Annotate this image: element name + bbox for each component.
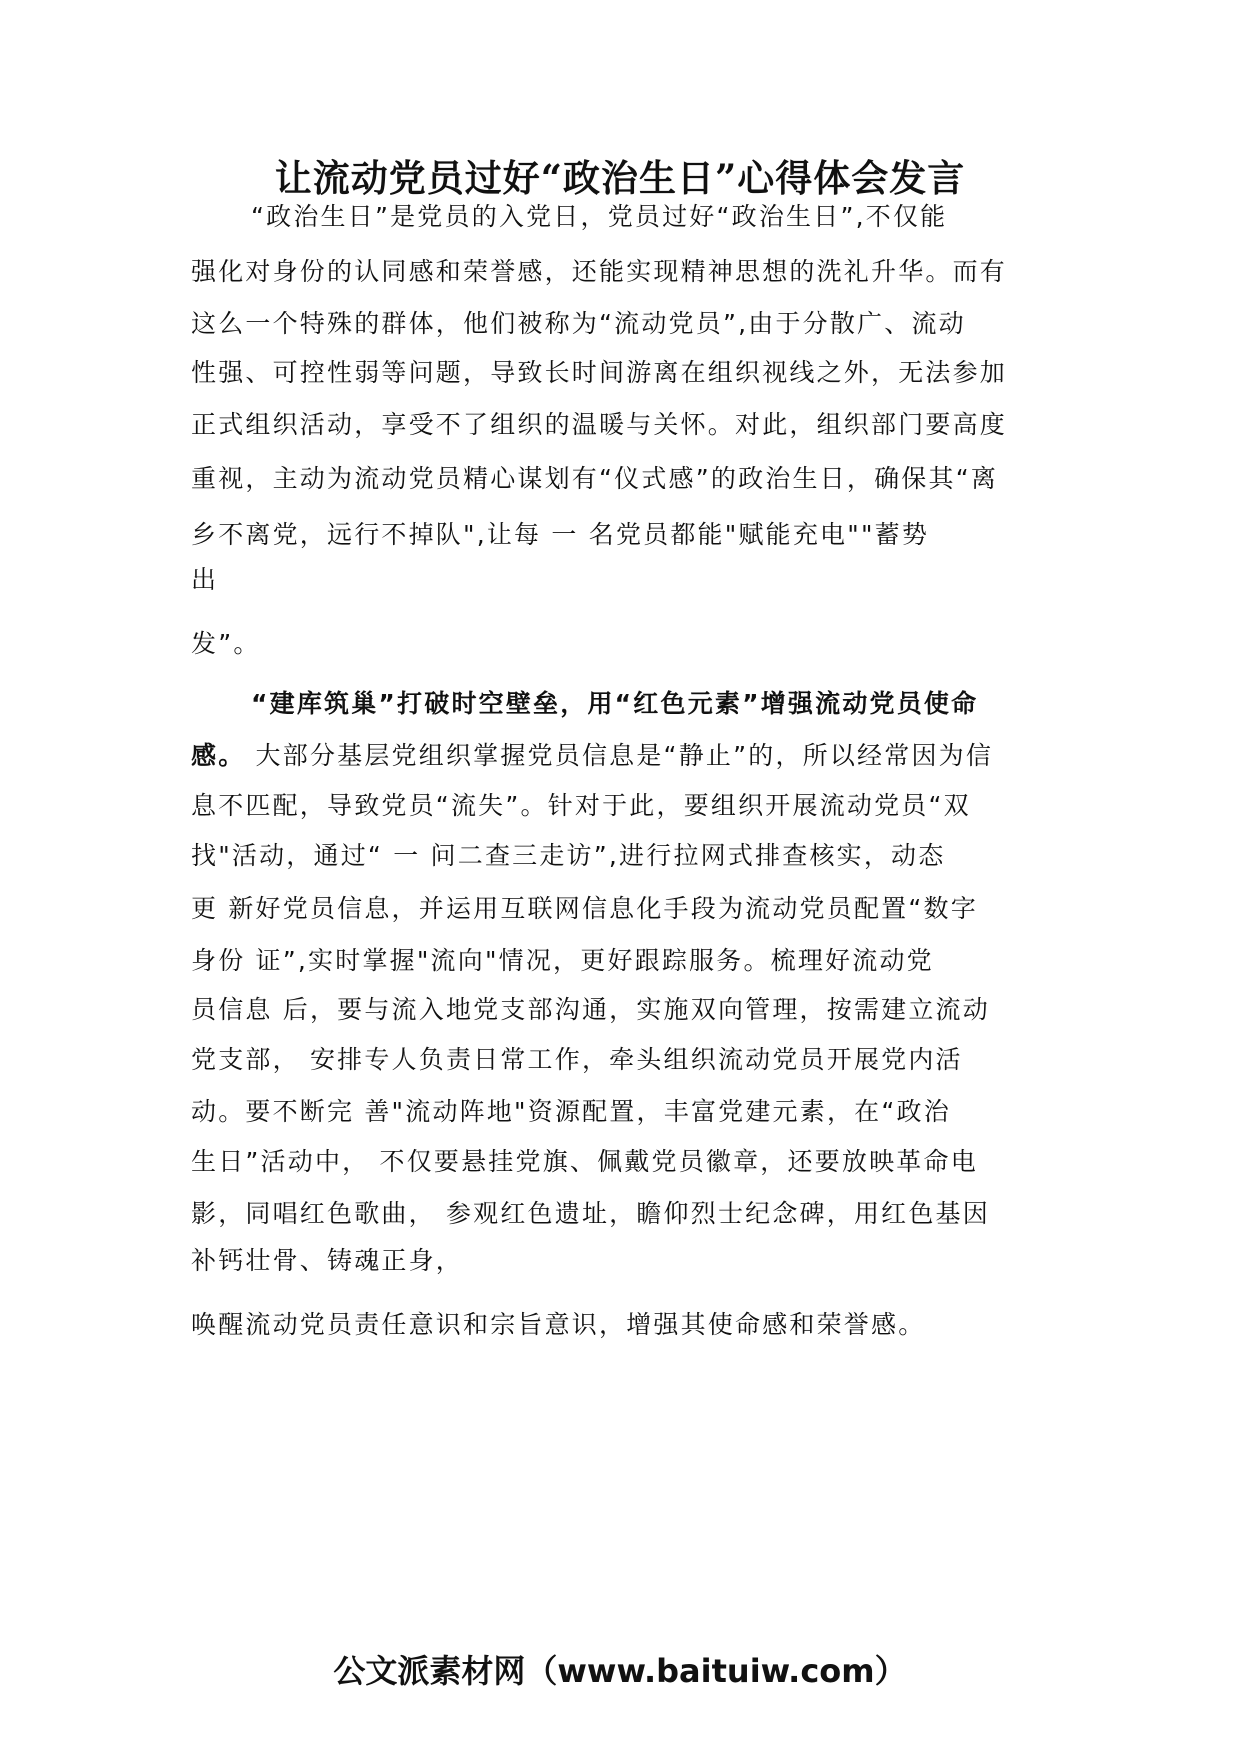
section-line-8: 动。要不断完 善"流动阵地"资源配置，丰富党建元素，在“政治	[191, 1097, 951, 1126]
document-title: 让流动党员过好“政治生日”心得体会发言	[274, 156, 966, 200]
section-heading-end: 感。	[191, 741, 246, 770]
intro-line-9: 发”。	[191, 629, 261, 658]
intro-line-4: 性强、可控性弱等问题，导致长时间游离在组织视线之外，无法参加	[191, 358, 1008, 387]
section-line-11: 补钙壮骨、铸魂正身，	[191, 1246, 464, 1275]
section-line-9: 生日”活动中， 不仅要悬挂党旗、佩戴党员徽章，还要放映革命电	[191, 1147, 978, 1176]
intro-line-8: 出	[191, 565, 219, 594]
section-line-1-text: 大部分基层党组织掌握党员信息是“静止”的，所以经常因为信	[245, 741, 994, 770]
intro-line-3: 这么一个特殊的群体，他们被称为“流动党员”,由于分散广、流动	[191, 309, 966, 338]
section-line-2: 息不匹配，导致党员“流失”。针对于此，要组织开展流动党员“双	[191, 791, 971, 820]
footer-source: 公文派素材网（www.baituiw.com）	[333, 1652, 907, 1690]
intro-line-5: 正式组织活动，享受不了组织的温暖与关怀。对此，组织部门要高度	[191, 410, 1008, 439]
section-line-1	[191, 736, 993, 776]
section-line-6: 员信息 后，要与流入地党支部沟通，实施双向管理，按需建立流动	[191, 995, 990, 1024]
section-line-12: 唤醒流动党员责任意识和宗旨意识，增强其使命感和荣誉感。	[191, 1310, 926, 1339]
intro-line-7: 乡不离党，远行不掉队",让每 一 名党员都能"赋能充电""蓄势	[191, 520, 930, 549]
section-line-7: 党支部， 安排专人负责日常工作，牵头组织流动党员开展党内活	[191, 1045, 963, 1074]
intro-line-1: “政治生日”是党员的入党日，党员过好“政治生日”,不仅能	[251, 202, 948, 231]
intro-line-2: 强化对身份的认同感和荣誉感，还能实现精神思想的洗礼升华。而有	[191, 257, 1008, 286]
section-line-10: 影，同唱红色歌曲， 参观红色遗址，瞻仰烈士纪念碑，用红色基因	[191, 1199, 990, 1228]
section-heading: “建库筑巢”打破时空壁垒，用“红色元素”增强流动党员使命	[251, 689, 979, 718]
section-line-3: 找"活动，通过“ 一 问二查三走访”,进行拉网式排查核实，动态	[191, 841, 946, 870]
section-line-4: 更 新好党员信息，并运用互联网信息化手段为流动党员配置“数字	[191, 894, 978, 923]
intro-line-6: 重视，主动为流动党员精心谋划有“仪式感”的政治生日，确保其“离	[191, 464, 999, 493]
section-line-5: 身份 证”,实时掌握"流向"情况，更好跟踪服务。梳理好流动党	[191, 946, 934, 975]
